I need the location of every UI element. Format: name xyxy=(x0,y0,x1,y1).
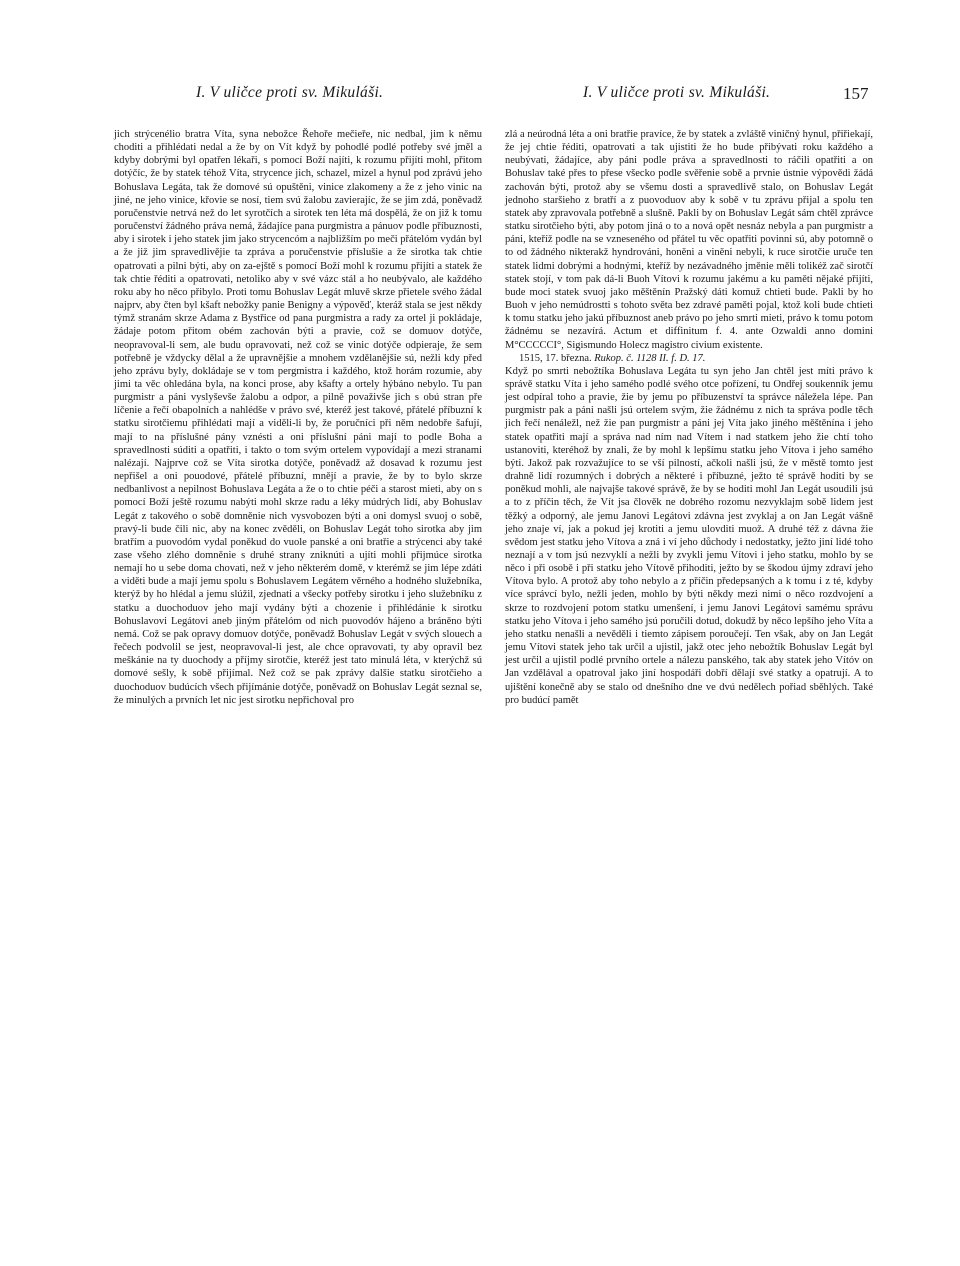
entry-source: Rukop. č. 1128 II. f. D. 17. xyxy=(594,352,706,364)
running-title-left: I. V uličce proti sv. Mikuláši. xyxy=(196,84,384,101)
entry-number: 1515, 17. března. xyxy=(519,352,592,364)
running-title-right: I. V uličce proti sv. Mikuláši. xyxy=(583,84,771,101)
left-text-column xyxy=(114,128,482,707)
left-column-paragraph: jich strýcenélio bratra Víta, syna nebožce Řehoře mečieře, nic nedbal, jim k němu choditi a přihlédati nedal a že by on Vít když by pohodlé podlé potřeby své jměl a kdyby dobrými byl opatřen lékaři, s pomocí Boží najíti, k rozumu přijíti mohl, přitom dotýčíc, že by statek téhož Víta, strycence jich, schazel, mizel a hynul pod zprávú jeho Bohuslava Legáta, tak že domové sú opuštěni, vinice zlakomeny a že z jeho vinic na jiné, ne jeho vinice, křovie se nosí, tiem svú žalobu zavierajíc, že se jim zdá, poněvadž poručenstvie netrvá než do let syrotčích a sirotek ten léta má dospělá, že on již k tomu poručenství žádného práva nemá, žádajíce pana purgmistra a pánuov podle příbuznosti, aby i sirotek i jeho statek jim jako strycencóm a najbližším po meči přátelóm vydán byl a že již jim spravedlivějie ta zpráva a poručenstvie příslušie a že sirotka tak chtie opatrovati a pilni býti, aby on za-ejště s pomocí Boží mohl k rozumu přijíti a statek že tak chtie řéditi a opatrovati, netoliko aby v své vázc stál a ho neubývalo, ale každého roku aby ho něco přibylo. Proti tomu Bohuslav Legát mluvě skrze přietele svého žádal najprv, aby čten byl kšaft nebožky panie Benigny a výpověď, kteráž stala se jest někdy týmž stranám skrze Adama z Bystřice od pana purgmistra a rady za ortel ji pokládaje, žádaje potom přitom obém zachován býti a pravie, což se domuov dotýče, neopravoval-li sem, ale budu opravovati, než což se vinic dotýče odpieraje, že sem potřebně je vždycky dělal a že upravnějšie a mnohem vzdělanějšie sú, nežli kdy před jeho zprávu byly, dokládaje se v tom pergmistra i každého, ktož horám rozumie, aby jimi ta věc ohledána byla, na konci prose, aby kšafty a ortely hýbáno nebylo. Tu pan purgmistr a páni vyslyševše žalobu a odpor, a pilně považivše jich s obú stran pře líčenie a řečí obapolních a nahlédše v právo své, kteréž jest takové, přátelé příbuzní k statku sirotčiemu přihlédati mají a viděli-li by, že poručníci při něm nedobře šafují, mají to na příslušné pány vznésti a oni příslušní páni mají to podle Boha a spravedlnosti súditi a opatřiti, i takto o tom svým ortelem vypovídají a mezi stranami nalézají. Najprve což se Víta sirotka dotýče, poněvadž až dosavad k rozumu jest nepřišel a oni pouodové, přátelé příbuzní, mnějí a pravie, že by to bylo skrze nedbanlivost a nepilnost Bohuslava Legáta a že o to chtie péči a starost mieti, aby on s pomocí Boží ještě rozumu nabýti mohl skrze radu a léky múdrých lidí, aby Bohuslav Legát z takového o sobě domněnie nich vysvobozen býti a oni domysl svuoj o sobě, pravý-li bude čili nic, aby na konec zvěděli, on Bohuslav Legát toho sirotka aby jim bratřím a puovodóm vydal poněkud do vuole panské a oni bratřie a strýcenci aby také zase všeho zlého domněnie s druhé strany zniknúti a ujíti mohli přijmúce sirotka nemají ho u sebe doma chovati, než v jeho některém domě, v kterémž se jim lépe zdáti a viděti bude a mají jemu spolu s Bohuslavem Legátem věrného a hodného služebníka, kterýž by ho hlédal a jemu slúžil, zjednati a všecky potřeby sirotku i jeho služebníku z statku a duochoduov jeho mají vydány býti a chozenie i přihlédánie k sirotku Bohuslavovi Legátovi aneb jiným přátelóm od nich puovodóv hájeno a bráněno býti nemá. Což se pak opravy domuov dotýče, poněvadž Bohuslav Legát v svých slouech a řečech podvolil se jest, neopravoval-li jest, ale chce opravovati, ty aby opravil bez meškánie na ty duochody a příjmy sirotčie, kteréž jest tato minulá léta, v kterýchž sú domové sešly, k sobě přijímal. Než což se pak zprávy dalšie statku sirotčieho a duochoduov budúcích všech přijímánie dotýče, poněvadž on Bohuslav Legát seznal se, že minulých a prvních let nic jest sirotku nepřichoval pro xyxy=(114,129,482,706)
entry-heading xyxy=(505,352,873,365)
right-column-paragraph: zlá a neúrodná léta a oni bratřie pravíce, že by statek a zvláště viničný hynul, přiřiekají, že jej chtie řéditi, opatrovati a tak ujistiti že ho bude přibývati roku každého a neubývati, žádajíce, aby páni podle práva a spravedlnosti to ráčili opatřiti a on Bohuslav také přes to přese všecko podle svěřenie sobě a prvnie ústnie výpovědi žádá zachován býti, protož aby se všemu dosti a spravedlivě stalo, on Bohuslav Legát jednoho staršieho z bratří a z puovoduov aby k sobě v tu zprávu přijal a spolu ten statek aby zpravovala potřebně a slušně. Pakli by on Bohuslav Legát sám chtěl zprávce statku sirotčieho býti, aby potom jiná o to a nová opět nesnáz nebyla a pan purgmistr a páni, kteříž podle na se vzneseného od přátel tu věc opatřiti povinni sú, aby potomně o to od žádného nikterakž hyndrováni, honěni a viněni nebyli, k ruce sirotčie uruče ten statek lidmi dobrými a hodnými, kteříž by nezávadného jměnie měli tolikéž zač sirotčí statek stojí, v tom pak dá-li Buoh Vítovi k rozumu jakému a ku paměti nějaké přijíti, bude moci statek svuoj jako měštěnín Pražský dáti komuž chtieti bude. Pakli by ho Buoh v jeho nemúdrostti s tohoto světa bez zdravé paměti pojal, ktož koli bude chtieti k tomu statku jeho jakú příbuznost aneb právo po jeho smrti mieti, právo k tomu potom žádnému se nezavírá. Actum et diffinitum f. 4. ante Ozwaldi anno domini M°CCCCCI°, Sigismundo Holecz magistro civium existente. xyxy=(505,129,873,351)
page-number: 157 xyxy=(843,84,869,103)
entry-text: Když po smrti nebožtíka Bohuslava Legáta tu syn jeho Jan chtěl jest míti právo k správě statku Víta i jeho samého podlé svého otce pořízení, tu Ondřej soukenník jemu jest odpíral toho a pravie, žie by jemu po příbuzenství ta správce náležela lépe. Pan purgmistr pak a páni našli jsú ortelem svým, žie žádnému z nich ta správa podle těch jich řečí nenáležl, než žie pan purgmistr a páni jej Víta jako jiného měštěnína i jeho statek opatřiti mají a správa nad ním nad Vítem i nad statkem jeho žie chtí toho ustanoviti, kteréhož by znali, že by mohl k lepšímu statku jeho Vítova i jeho samého býti. Jakož pak rozvažujíce to se vší pilností, ačkoli našli jsú, že v městě tomto jest drahně lidí rozumných i dobrých a některé i příbuzné, ježto té správě hoditi by se poněkud mohli, ale najvajše takové správě, že by se hoditi mohl Jan Legát usoudili jsú a to z příčin těch, že Vít jsa člověk ne dobrého rozomu nezvyklajm sobě lidem jest těžký a odporný, ale jemu Janovi Legátovi zdávna jest zvyklaj a on Jan Legát vášně jeho znaje ví, jak a pokud jej krotiti a jemu ulovditi muož. A druhé též z dávna žie svědom jest statku jeho Vítova a zná i ví jeho důchody i nedostatky, ježto jiní lidé toho neznají a v tom jsú nezvyklí a nežli by zvykli jemu Vítovi i jeho statku, mohlo by se něco i při osobě i při statku jeho Vítově přihoditi, ježto by se škodou újmy zdraví jeho Vítova bylo. A protož aby toho nebylo a z příčin předepsaných a k tomu i z té, kdyby více správcí bylo, nežli jeden, mohlo by býti někdy mezi nimi o něco rozdvojení a skrze to rozdvojení potom statku umenšení, i jemu Janovi Legátovi samému správu statku jeho Vítova i jeho samého jsú poručili dotud, dokudž by něco lepšího jeho Víta a jeho statku nenašli a nevěděli i tiemto zápisem poroučejí. Ten však, aby on Jan Legát jemu Vítovi statek jeho tak určil a ujistil, jakž otec jeho nebožtík Bohuslav Legát byl jest určil a ujistil podlé prvního ortele a nálezu panského, tak aby statek jeho Vítóv on Jan vzdělával a opatroval jako jiní hospodáři dobří dělají své statky a opatrují. A to ujištění konečně aby se stalo od dnešního dne ve dvú nedělech pořiad sběhlých. Také pro budúcí pamět xyxy=(505,365,873,706)
right-text-column xyxy=(505,128,873,707)
